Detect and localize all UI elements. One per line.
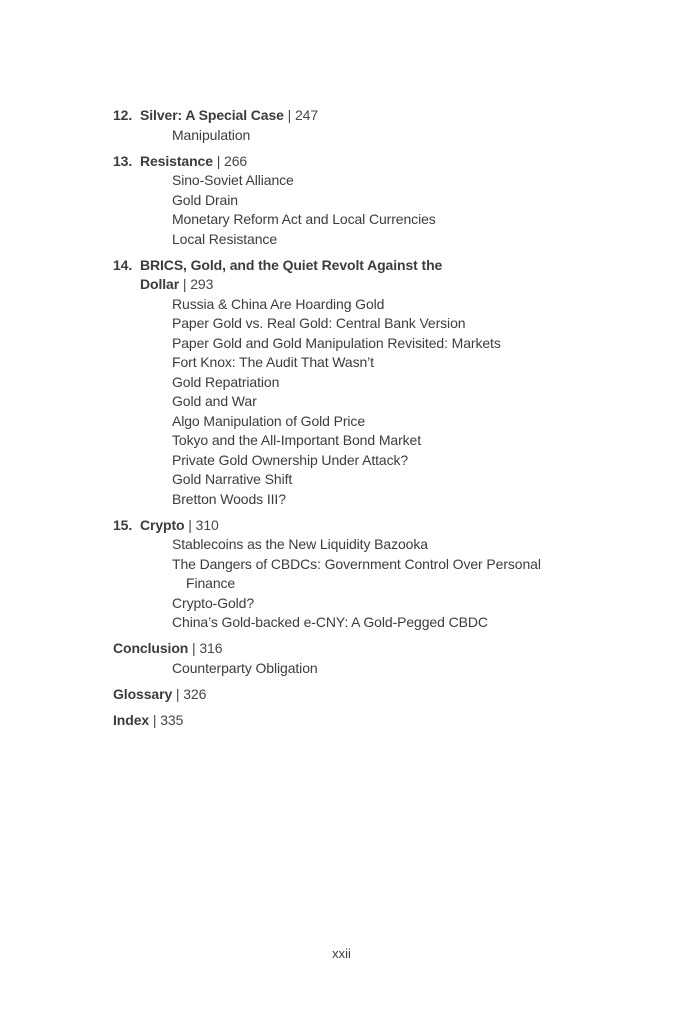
toc-entry-heading	[113, 516, 583, 536]
toc-entry-text	[113, 711, 183, 731]
toc-subitem: Russia & China Are Hoarding Gold	[172, 295, 385, 312]
toc-entry-heading	[113, 639, 583, 659]
chapter-page-number: | 326	[172, 685, 207, 702]
toc-subitems	[172, 659, 574, 679]
toc-list	[113, 106, 583, 737]
toc-subitem: Gold Narrative Shift	[172, 471, 293, 487]
toc-entry	[113, 106, 583, 145]
toc-subitem: Gold Drain	[172, 191, 238, 208]
toc-entry	[113, 256, 583, 510]
chapter-page-number: | 316	[188, 640, 223, 656]
toc-subitem: Paper Gold and Gold Manipulation Revisited: Markets	[172, 334, 501, 351]
toc-entry	[113, 152, 583, 250]
toc-subitems	[172, 171, 574, 249]
chapter-title: Crypto	[140, 516, 185, 533]
chapter-page-number: | 310	[184, 516, 219, 533]
toc-entry	[113, 516, 583, 633]
chapter-page-number: | 293	[179, 276, 214, 292]
toc-subitem: Counterparty Obligation	[172, 659, 318, 676]
chapter-number: 15.	[113, 516, 133, 533]
toc-subitem: Sino-Soviet Alliance	[172, 172, 294, 188]
toc-subitem: China’s Gold-backed e-CNY: A Gold-Pegged CBDC	[172, 614, 488, 630]
toc-subitem: Gold and War	[172, 393, 257, 409]
chapter-title: Glossary	[113, 685, 173, 702]
chapter-number: 13.	[113, 152, 133, 169]
toc-subitem: Monetary Reform Act and Local Currencies	[172, 211, 436, 227]
toc-entry-text	[140, 256, 452, 295]
toc-entry-text	[140, 152, 247, 172]
chapter-title: Silver: A Special Case	[140, 107, 284, 123]
chapter-page-number: | 266	[212, 152, 248, 169]
toc-subitem: Tokyo and the All-Important Bond Market	[172, 432, 422, 448]
toc-subitem: Stablecoins as the New Liquidity Bazooka	[172, 536, 428, 552]
toc-entry-heading	[113, 152, 583, 172]
toc-entry	[113, 685, 583, 705]
toc-subitem: Fort Knox: The Audit That Wasn’t	[172, 354, 374, 370]
toc-entry	[113, 711, 583, 731]
toc-subitem: Bretton Woods III?	[172, 490, 286, 507]
toc-subitem: Crypto-Gold?	[172, 594, 255, 611]
toc-subitem: Local Resistance	[172, 230, 278, 247]
toc-subitem: Manipulation	[172, 126, 251, 143]
chapter-title: Index	[113, 711, 150, 728]
toc-subitems	[172, 295, 574, 510]
chapter-number: 12.	[113, 107, 133, 123]
toc-entry-text	[113, 639, 222, 659]
toc-entry	[113, 639, 583, 678]
chapter-title: Conclusion	[113, 640, 189, 656]
page-folio: xxii	[332, 946, 351, 961]
toc-subitem: Paper Gold vs. Real Gold: Central Bank Version	[172, 315, 466, 331]
chapter-page-number: | 335	[149, 711, 184, 728]
toc-subitem: Algo Manipulation of Gold Price	[172, 412, 366, 429]
toc-entry-text	[140, 106, 318, 126]
chapter-number: 14.	[113, 256, 133, 273]
toc-entry-text	[113, 685, 206, 705]
toc-subitems	[172, 126, 574, 146]
toc-subitem: Gold Repatriation	[172, 373, 280, 390]
toc-entry-heading	[113, 711, 583, 731]
toc-subitem: The Dangers of CBDCs: Government Control Over Personal Finance	[172, 555, 541, 591]
chapter-page-number: | 247	[283, 107, 319, 123]
toc-subitems	[172, 535, 574, 633]
toc-entry-heading	[113, 685, 583, 705]
toc-entry-heading	[113, 106, 583, 126]
toc-subitem: Private Gold Ownership Under Attack?	[172, 451, 409, 468]
chapter-title: Resistance	[140, 152, 213, 169]
chapter-title: BRICS, Gold, and the Quiet Revolt Against the Dollar	[140, 256, 443, 292]
toc-entry-heading	[113, 256, 583, 295]
toc-entry-text	[140, 516, 219, 536]
